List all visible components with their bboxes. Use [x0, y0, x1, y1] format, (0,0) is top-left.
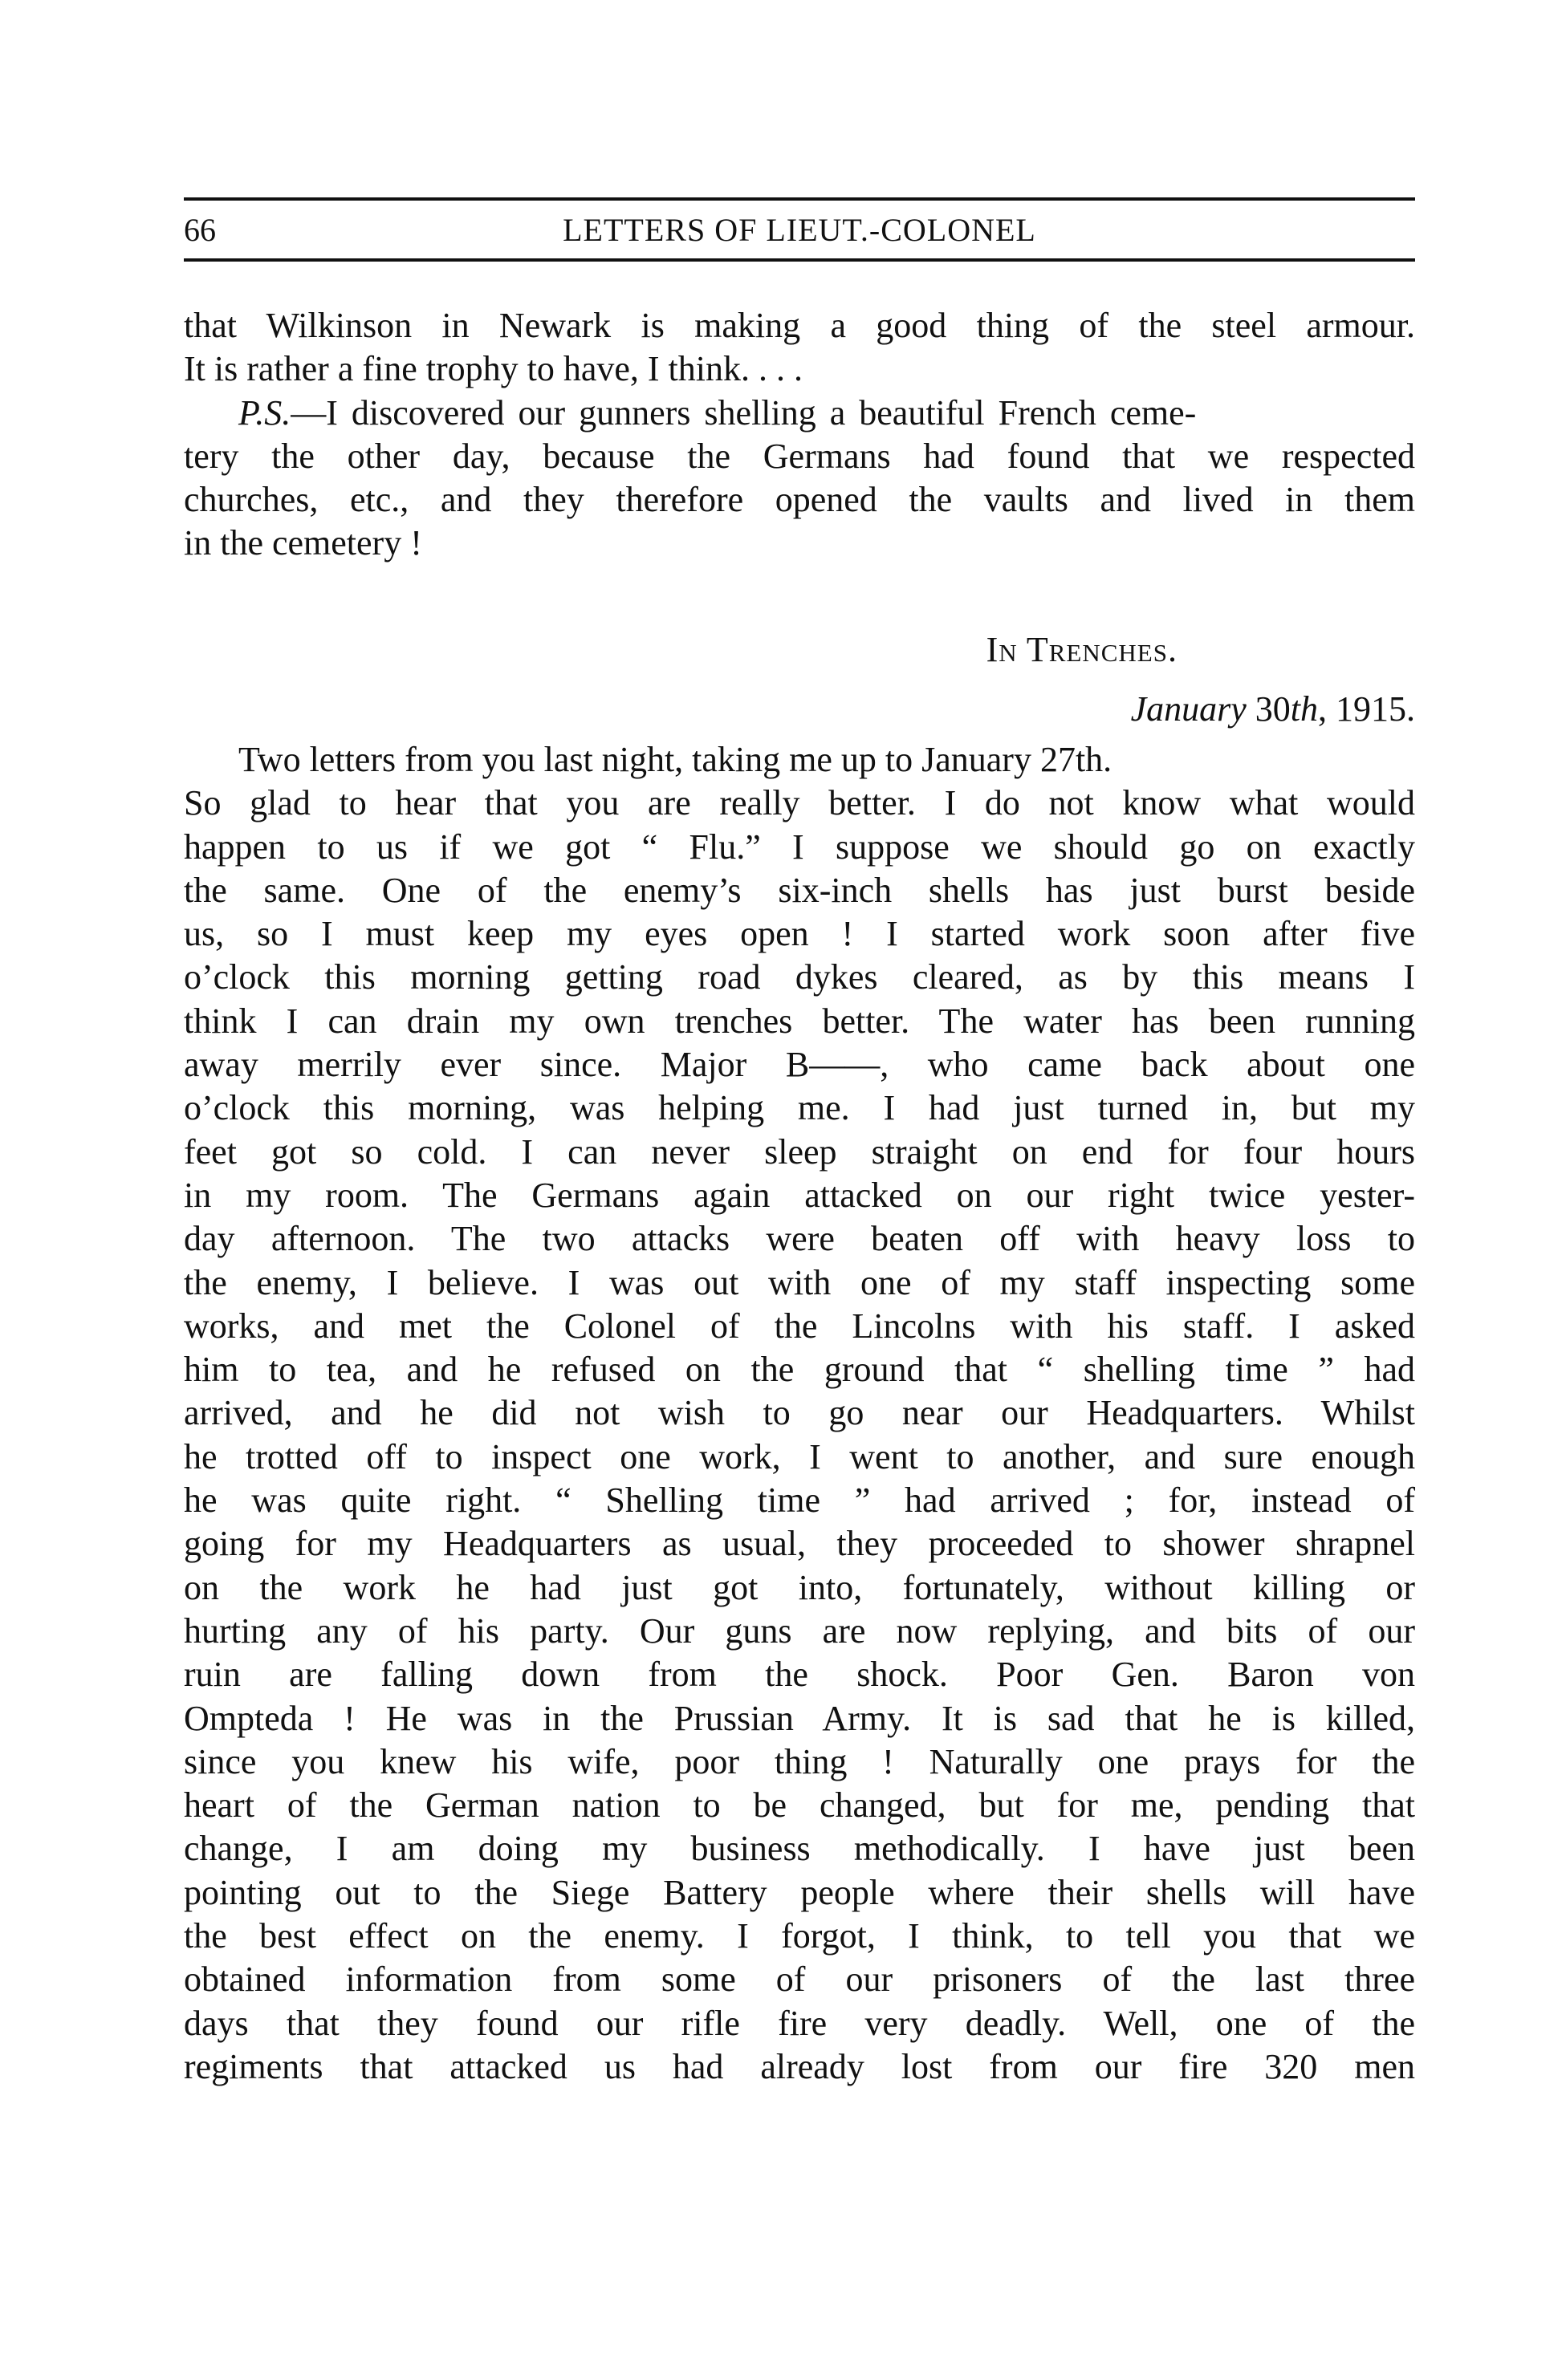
text-line: feet got so cold. I can never sleep straight on end for four hours	[184, 1131, 1415, 1172]
text-line: It is rather a fine trophy to have, I think. . . .	[184, 349, 803, 389]
text-line: change, I am doing my business methodically. I have just been	[184, 1829, 1415, 1869]
text-line: in my room. The Germans again attacked on our right twice yester-	[184, 1175, 1415, 1215]
date-day: 30	[1255, 689, 1291, 729]
text-line: ruin are falling down from the shock. Poor Gen. Baron von	[184, 1655, 1415, 1695]
text-line: day afternoon. The two attacks were beaten off with heavy loss to	[184, 1219, 1415, 1259]
text-line: So glad to hear that you are really better. I do not know what would	[184, 783, 1415, 823]
text-line: happen to us if we got “ Flu.” I suppose we should go on exactly	[184, 827, 1415, 867]
running-title: LETTERS OF LIEUT.-COLONEL	[563, 212, 1036, 248]
continued-letter-text	[184, 304, 1415, 566]
text-line: o’clock this morning getting road dykes cleared, as by this means I	[184, 957, 1415, 997]
text-line: the same. One of the enemy’s six-inch shells has just burst beside	[184, 870, 1415, 910]
text-line: since you knew his wife, poor thing ! Naturally one prays for the	[184, 1741, 1415, 1781]
text-line: him to tea, and he refused on the ground that “ shelling time ” had	[184, 1350, 1415, 1390]
text-line: he was quite right. “ Shelling time ” had arrived ; for, instead of	[184, 1480, 1415, 1521]
text-line: away merrily ever since. Major B——, who came back about one	[184, 1045, 1415, 1085]
date-month: January	[1130, 689, 1247, 729]
text-line: o’clock this morning, was helping me. I had just turned in, but my	[184, 1088, 1415, 1128]
text-line: arrived, and he did not wish to go near our Headquarters. Whilst	[184, 1393, 1415, 1433]
text-line: tery the other day, because the Germans had found that we respected	[184, 436, 1415, 476]
date-suffix: th	[1290, 689, 1318, 729]
text-line: heart of the German nation to be changed, but for me, pending that	[184, 1785, 1415, 1826]
text-line: us, so I must keep my eyes open ! I started work soon after five	[184, 914, 1415, 954]
text-line: hurting any of his party. Our guns are now replying, and bits of our	[184, 1610, 1415, 1651]
header-top-rule	[184, 197, 1415, 201]
postscript-text: —I discovered our gunners shelling a beautiful French ceme-	[291, 392, 1197, 433]
text-line: that Wilkinson in Newark is making a good thing of the steel armour.	[184, 306, 1415, 345]
text-line: in the cemetery !	[184, 523, 422, 563]
text-line: going for my Headquarters as usual, they proceeded to shower shrapnel	[184, 1524, 1415, 1564]
postscript-label: P.S.	[238, 392, 291, 433]
header-bottom-rule	[184, 258, 1415, 262]
text-line: he trotted off to inspect one work, I went to another, and sure enough	[184, 1436, 1415, 1476]
running-header	[184, 210, 1415, 250]
text-line: days that they found our rifle fire very deadly. Well, one of the	[184, 2003, 1415, 2043]
letter-date	[1131, 688, 1415, 731]
postscript-first-line	[184, 392, 1415, 435]
text-line: Two letters from you last night, taking me up to January 27th.	[238, 740, 1112, 779]
date-year: , 1915.	[1318, 689, 1415, 729]
text-line: obtained information from some of our prisoners of the last three	[184, 1960, 1415, 2000]
text-line: regiments that attacked us had already lost from our fire 320 men	[184, 2046, 1415, 2086]
text-line: Ompteda ! He was in the Prussian Army. It is sad that he is killed,	[184, 1698, 1415, 1738]
text-line: on the work he had just got into, fortunately, without killing or	[184, 1567, 1415, 1607]
text-line: works, and met the Colonel of the Lincolns with his staff. I asked	[184, 1306, 1415, 1346]
letter-body	[184, 738, 1415, 2089]
letter-heading: In Trenches.	[986, 630, 1178, 669]
text-line: the best effect on the enemy. I forgot, I think, to tell you that we	[184, 1916, 1415, 1956]
text-line: the enemy, I believe. I was out with one of my staff inspecting some	[184, 1262, 1415, 1302]
text-line: pointing out to the Siege Battery people where their shells will have	[184, 1872, 1415, 1912]
text-line: think I can drain my own trenches better. The water has been running	[184, 1001, 1415, 1041]
page-number: 66	[184, 212, 216, 248]
text-line: churches, etc., and they therefore opened the vaults and lived in them	[184, 480, 1415, 520]
